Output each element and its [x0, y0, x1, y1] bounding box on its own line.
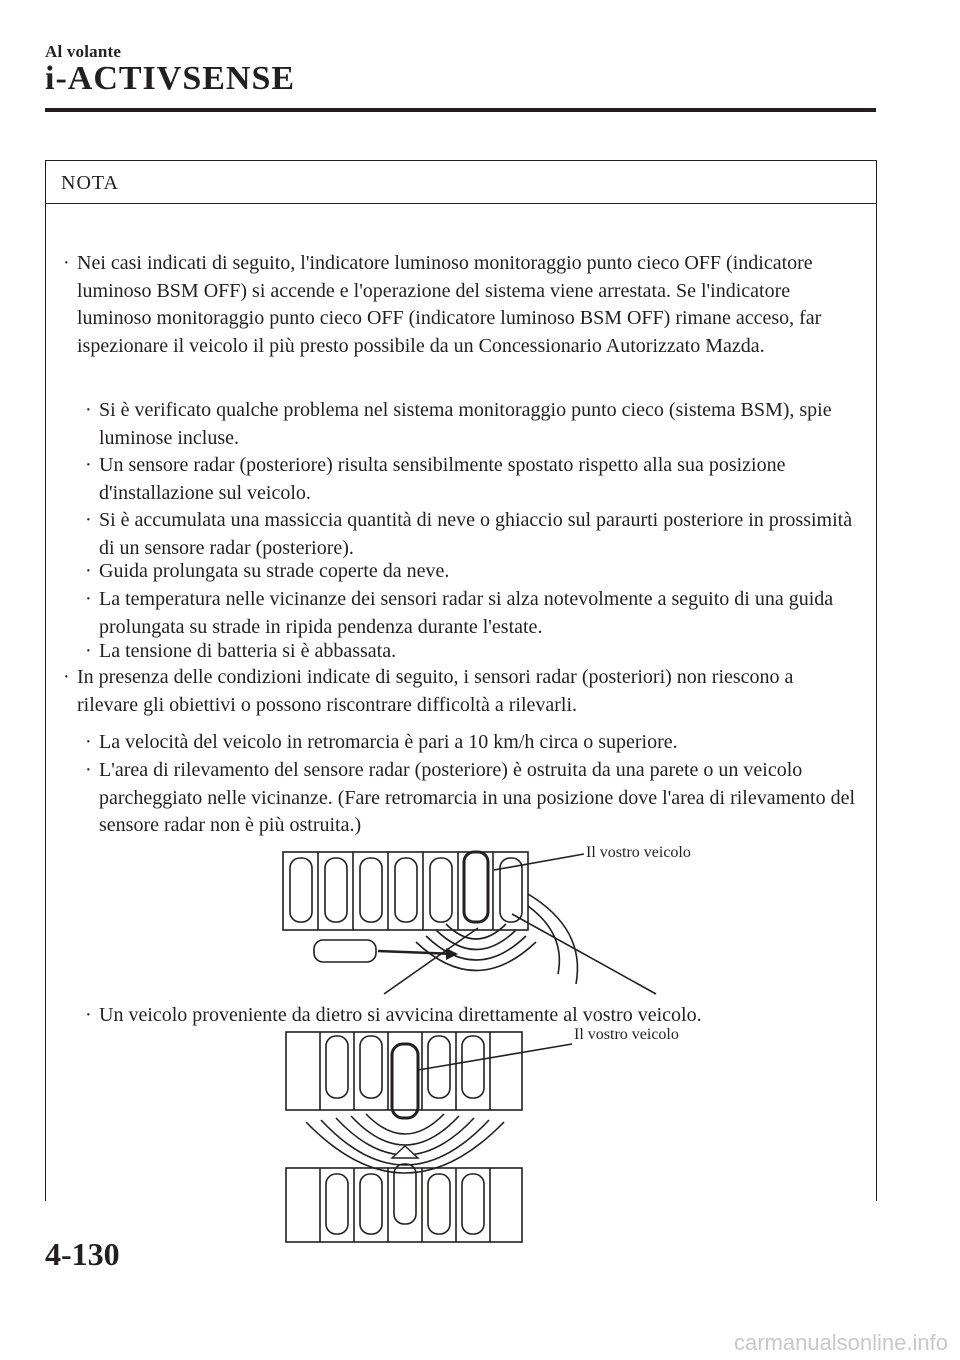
list-item-text: In presenza delle condizioni indicate di seguito, i sensori radar (posteriori) non riescono a rilevare gli obiettivi o possono riscontrare difficoltà a rilevarli. — [77, 666, 794, 716]
list-item — [85, 452, 859, 507]
parked-car — [430, 858, 452, 922]
bullet: · — [85, 454, 92, 476]
parked-car — [326, 1174, 348, 1234]
figure-label: Il vostro veicolo — [586, 844, 691, 861]
parked-car — [395, 858, 417, 922]
approaching-car — [314, 940, 376, 962]
parked-car — [326, 1036, 348, 1098]
list-item-text: La temperatura nelle vicinanze dei sensori radar si alza notevolmente a seguito di una guida prolungata su strade in ripida pendenza durante l'estate. — [99, 588, 834, 638]
list-item — [85, 558, 859, 586]
list-item-text: Nei casi indicati di seguito, l'indicatore luminoso monitoraggio punto cieco OFF (indicatore luminoso BSM OFF) si accende e l'operazione del sistema viene arrestata. Se l'indicatore luminoso monitoraggio punto cieco OFF (indicatore luminoso BSM OFF) rimane acceso, far ispezionare il veicolo il più presto possibile da un Concessionario Autorizzato Mazda. — [77, 252, 822, 357]
watermark: carmanualsonline.info — [733, 1330, 948, 1355]
list-item-text: L'area di rilevamento del sensore radar (posteriore) è ostruita da una parete o un veicolo parcheggiato nelle vicinanze. (Fare retromarcia in una posizione dove l'area di rilevamento del sensore radar non è più ostruita.) — [99, 759, 856, 836]
bullet: · — [85, 560, 92, 582]
parked-car — [325, 858, 347, 922]
parked-car — [360, 1036, 382, 1098]
parked-car — [290, 858, 312, 922]
note-title: NOTA — [46, 161, 876, 204]
list-item — [85, 729, 859, 757]
list-item-text: Si è verificato qualche problema nel sistema monitoraggio punto cieco (sistema BSM), spie luminose incluse. — [99, 399, 832, 449]
list-item — [85, 586, 859, 641]
bullet: · — [85, 759, 92, 781]
list-item-text: Si è accumulata una massiccia quantità di neve o ghiaccio sul paraurti posteriore in prossimità di un sensore radar (posteriore). — [99, 509, 853, 559]
bullet: · — [85, 731, 92, 753]
own-vehicle — [392, 1044, 418, 1118]
list-item — [85, 757, 859, 840]
bullet: · — [85, 1004, 92, 1026]
parking-diagram-2 — [276, 1024, 726, 1244]
parking-diagram-1 — [266, 844, 726, 1004]
list-item — [85, 507, 859, 562]
approach-arrow — [392, 1146, 418, 1158]
own-vehicle — [464, 852, 488, 922]
parked-car — [360, 1174, 382, 1234]
bullet: · — [85, 640, 92, 662]
bullet: · — [85, 509, 92, 531]
list-item — [85, 397, 859, 452]
bullet: · — [85, 588, 92, 610]
list-item — [85, 638, 859, 666]
parked-car — [428, 1174, 450, 1234]
bullet: · — [63, 252, 70, 274]
parking-row — [283, 852, 528, 930]
figure-approaching-from-behind — [276, 1024, 726, 1244]
list-item-text: La velocità del veicolo in retromarcia è pari a 10 km/h circa o superiore. — [99, 731, 678, 753]
list-item — [63, 250, 857, 360]
section-title: i-ACTIVSENSE — [45, 60, 296, 97]
parking-row-bottom — [286, 1168, 522, 1242]
section-label: Al volante — [45, 42, 122, 61]
list-item-text: Guida prolungata su strade coperte da neve. — [99, 560, 450, 582]
list-item-text: Un sensore radar (posteriore) risulta sensibilmente spostato rispetto alla sua posizione d'installazione sul veicolo. — [99, 454, 786, 504]
bullet: · — [63, 666, 70, 688]
list-item-text: La tensione di batteria si è abbassata. — [99, 640, 397, 662]
parked-car — [462, 1174, 484, 1234]
parked-car — [360, 858, 382, 922]
list-item-text: Un veicolo proveniente da dietro si avvicina direttamente al vostro veicolo. — [99, 1004, 702, 1026]
bullet: · — [85, 399, 92, 421]
list-item — [63, 664, 857, 719]
header-rule — [45, 108, 876, 112]
note-box — [45, 160, 877, 1201]
parked-car — [462, 1036, 484, 1098]
figure-blind-spot-parked-row — [266, 844, 726, 1004]
page-number: 4-130 — [45, 1236, 120, 1272]
figure-label: Il vostro veicolo — [574, 1026, 679, 1043]
